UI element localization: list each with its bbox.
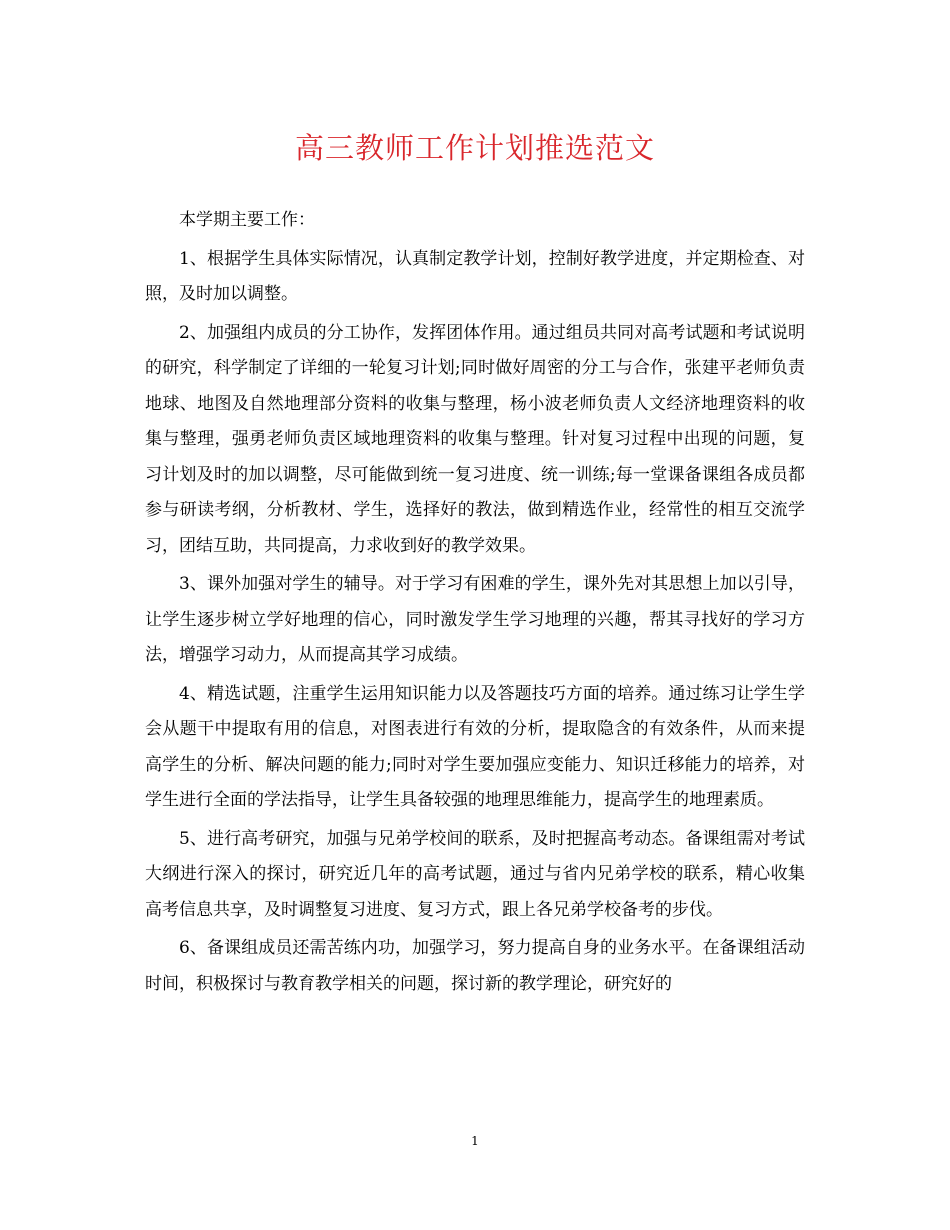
paragraph-item-5: 5、进行高考研究，加强与兄弟学校间的联系，及时把握高考动态。备课组需对考试大纲进行深入的探讨，研究近几年的高考试题，通过与省内兄弟学校的联系，精心收集高考信息共享，及时调整复习进度、复习方式，跟上各兄弟学校备考的步伐。: [145, 828, 805, 920]
paragraph-item-1: 1、根据学生具体实际情况，认真制定教学计划，控制好教学进度，并定期检查、对照，及时加以调整。: [145, 248, 805, 304]
page-number: 1: [471, 1134, 479, 1148]
paragraph-item-2: 2、加强组内成员的分工协作，发挥团体作用。通过组员共同对高考试题和考试说明的研究，科学制定了详细的一轮复习计划;同时做好周密的分工与合作，张建平老师负责地球、地图及自然地理部分资料的收集与整理，杨小波老师负责人文经济地理资料的收集与整理，强勇老师负责区域地理资料的收集与整理。针对复习过程中出现的问题，复习计划及时的加以调整，尽可能做到统一复习进度、统一训练;每一堂课备课组各成员都参与研读考纲，分析教材、学生，选择好的教法，做到精选作业，经常性的相互交流学习，团结互助，共同提高，力求收到好的教学效果。: [145, 322, 805, 556]
paragraph-item-3: 3、课外加强对学生的辅导。对于学习有困难的学生，课外先对其思想上加以引导，让学生逐步树立学好地理的信心，同时激发学生学习地理的兴趣，帮其寻找好的学习方法，增强学习动力，从而提高其学习成绩。: [145, 574, 805, 665]
document-body: [145, 203, 805, 1005]
paragraph-intro: 本学期主要工作：: [179, 210, 315, 230]
document-title: 高三教师工作计划推选范文: [294, 131, 655, 165]
paragraph-item-6: 6、备课组成员还需苦练内功，加强学习，努力提高自身的业务水平。在备课组活动时间，积极探讨与教育教学相关的问题，探讨新的教学理论，研究好的: [145, 938, 805, 994]
paragraph-item-4: 4、精选试题，注重学生运用知识能力以及答题技巧方面的培养。通过练习让学生学会从题干中提取有用的信息，对图表进行有效的分析，提取隐含的有效条件，从而来提高学生的分析、解决问题的能力;同时对学生要加强应变能力、知识迁移能力的培养，对学生进行全面的学法指导，让学生具备较强的地理思维能力，提高学生的地理素质。: [145, 683, 805, 810]
